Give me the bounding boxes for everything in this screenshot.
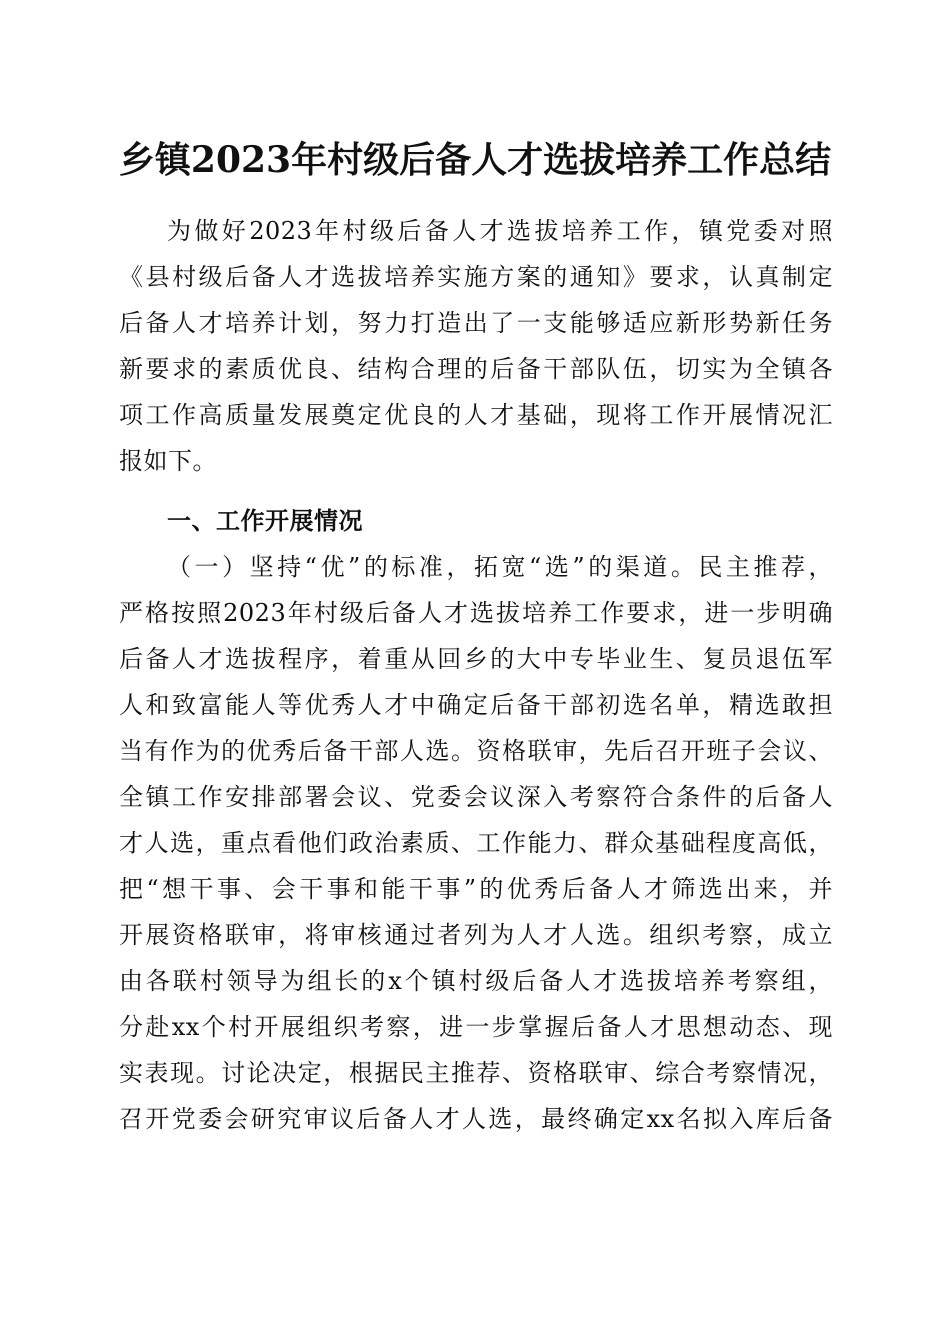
section-heading: [119, 498, 833, 544]
section-heading-text: 一、工作开展情况: [167, 507, 363, 535]
text-line: 分赴xx个村开展组织考察，进一步掌握后备人才思想动态、现: [119, 1013, 833, 1041]
text-line: 新要求的素质优良、结构合理的后备干部队伍，切实为全镇各: [119, 355, 833, 383]
text-line: 才人选，重点看他们政治素质、工作能力、群众基础程度高低，: [119, 829, 833, 857]
text-line: 后备人才选拔程序，着重从回乡的大中专毕业生、复员退伍军: [119, 645, 833, 673]
text-line: 全镇工作安排部署会议、党委会议深入考察符合条件的后备人: [119, 783, 833, 811]
intro-paragraph: [119, 208, 833, 484]
text-line: 报如下。: [119, 447, 217, 475]
text-line: 《县村级后备人才选拔培养实施方案的通知》要求，认真制定: [119, 263, 833, 291]
text-line: 人和致富能人等优秀人才中确定后备干部初选名单，精选敢担: [119, 691, 833, 719]
text-line: 由各联村领导为组长的x个镇村级后备人才选拔培养考察组，: [119, 967, 833, 995]
text-line: 为做好2023年村级后备人才选拔培养工作，镇党委对照: [167, 217, 833, 245]
text-line: 严格按照2023年村级后备人才选拔培养工作要求，进一步明确: [119, 599, 833, 627]
text-line: 当有作为的优秀后备干部人选。资格联审，先后召开班子会议、: [119, 737, 833, 765]
text-line: 后备人才培养计划，努力打造出了一支能够适应新形势新任务: [119, 309, 833, 337]
subsection-paragraph: [119, 544, 833, 1142]
text-line: 把“想干事、会干事和能干事”的优秀后备人才筛选出来，并: [119, 875, 833, 903]
text-line: 开展资格联审，将审核通过者列为人才人选。组织考察，成立: [119, 921, 833, 949]
text-line: （一）坚持“优”的标准，拓宽“选”的渠道。民主推荐，: [167, 553, 833, 581]
text-line: 召开党委会研究审议后备人才人选，最终确定xx名拟入库后备: [119, 1105, 833, 1133]
text-line: 项工作高质量发展奠定优良的人才基础，现将工作开展情况汇: [119, 401, 833, 429]
text-line: 实表现。讨论决定，根据民主推荐、资格联审、综合考察情况，: [119, 1059, 833, 1087]
document-title: 乡镇2023年村级后备人才选拔培养工作总结: [118, 139, 832, 181]
